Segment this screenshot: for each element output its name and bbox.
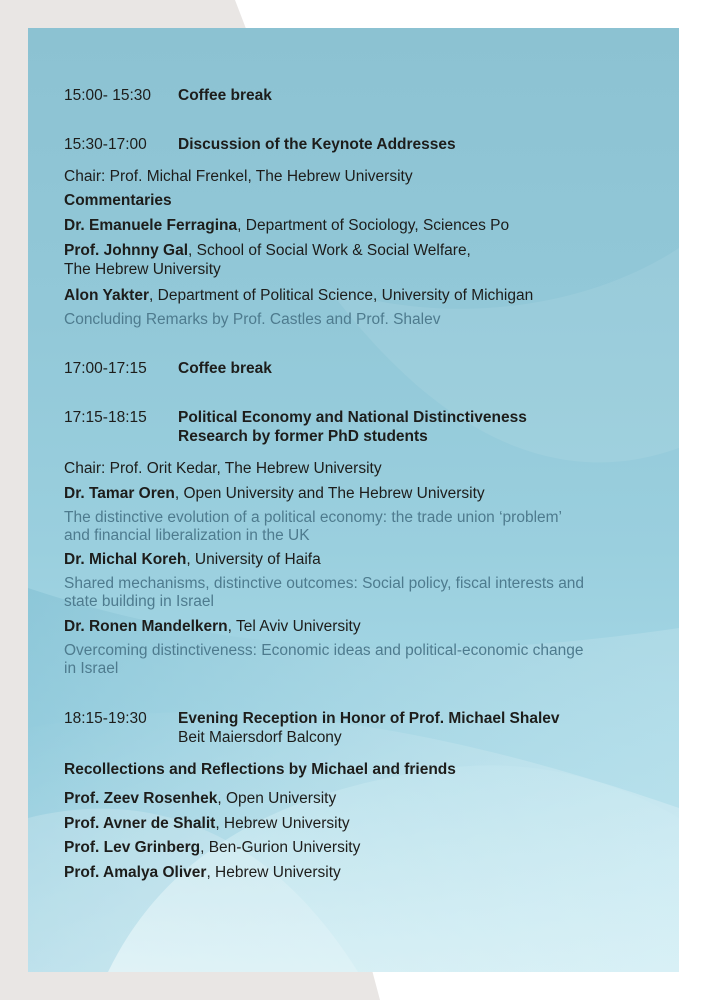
session-title: Coffee break [178, 87, 272, 104]
session-subtitle: Research by former PhD students [178, 428, 428, 445]
speaker-name: Dr. Tamar Oren [64, 485, 175, 502]
speaker-name: Prof. Amalya Oliver [64, 864, 207, 881]
speaker-line [64, 815, 674, 833]
session-chair: Chair: Prof. Michal Frenkel, The Hebrew University [64, 168, 413, 185]
talk-title-continued: and financial liberalization in the UK [64, 527, 310, 544]
speaker-affiliation: , Ben-Gurion University [200, 839, 361, 856]
speaker-line [64, 242, 674, 260]
speaker-line [64, 864, 674, 882]
session-time: 15:00- 15:30 [64, 87, 152, 104]
talk-title: The distinctive evolution of a political economy: the trade union ‘problem’ [64, 509, 562, 526]
speaker-name: Prof. Avner de Shalit [64, 815, 216, 832]
recollections-heading: Recollections and Reflections by Michael and friends [64, 761, 456, 778]
speaker-name: Prof. Lev Grinberg [64, 839, 201, 856]
speaker-line [64, 485, 674, 503]
program-panel [28, 28, 679, 972]
speaker-affiliation: , Hebrew University [215, 815, 350, 832]
speaker-line [64, 551, 674, 569]
session-title: Discussion of the Keynote Addresses [178, 136, 456, 153]
session-venue: Beit Maiersdorf Balcony [178, 729, 342, 746]
speaker-affiliation: , Open University [217, 790, 337, 807]
session-time: 18:15-19:30 [64, 710, 147, 727]
talk-title-continued: state building in Israel [64, 593, 214, 610]
speaker-name: Dr. Ronen Mandelkern [64, 618, 228, 635]
speaker-name: Alon Yakter [64, 287, 150, 304]
speaker-affiliation: , Department of Political Science, University of Michigan [149, 287, 534, 304]
speaker-affiliation-continued: The Hebrew University [64, 261, 221, 278]
speaker-name: Dr. Michal Koreh [64, 551, 187, 568]
session-time: 15:30-17:00 [64, 136, 147, 153]
speaker-name: Prof. Zeev Rosenhek [64, 790, 218, 807]
talk-title: Shared mechanisms, distinctive outcomes: Social policy, fiscal interests and [64, 575, 585, 592]
speaker-affiliation: , Hebrew University [206, 864, 341, 881]
speaker-affiliation: , School of Social Work & Social Welfare, [188, 242, 471, 259]
session-time: 17:00-17:15 [64, 360, 147, 377]
speaker-affiliation: , Open University and The Hebrew University [174, 485, 485, 502]
speaker-line [64, 287, 674, 305]
session-title: Evening Reception in Honor of Prof. Michael Shalev [178, 710, 560, 727]
speaker-affiliation: , Tel Aviv University [227, 618, 361, 635]
speaker-line [64, 217, 674, 235]
concluding-remarks: Concluding Remarks by Prof. Castles and Prof. Shalev [64, 311, 441, 328]
session-time: 17:15-18:15 [64, 409, 147, 426]
talk-title: Overcoming distinctiveness: Economic ideas and political-economic change [64, 642, 584, 659]
speaker-name: Dr. Emanuele Ferragina [64, 217, 238, 234]
commentaries-heading: Commentaries [64, 192, 172, 209]
speaker-line [64, 839, 674, 857]
speaker-line [64, 790, 674, 808]
speaker-name: Prof. Johnny Gal [64, 242, 189, 259]
talk-title-continued: in Israel [64, 660, 119, 677]
session-title: Coffee break [178, 360, 272, 377]
speaker-affiliation: , Department of Sociology, Sciences Po [237, 217, 510, 234]
session-chair: Chair: Prof. Orit Kedar, The Hebrew University [64, 460, 382, 477]
speaker-line [64, 618, 674, 636]
speaker-affiliation: , University of Haifa [186, 551, 321, 568]
session-title: Political Economy and National Distinctiveness [178, 409, 527, 426]
